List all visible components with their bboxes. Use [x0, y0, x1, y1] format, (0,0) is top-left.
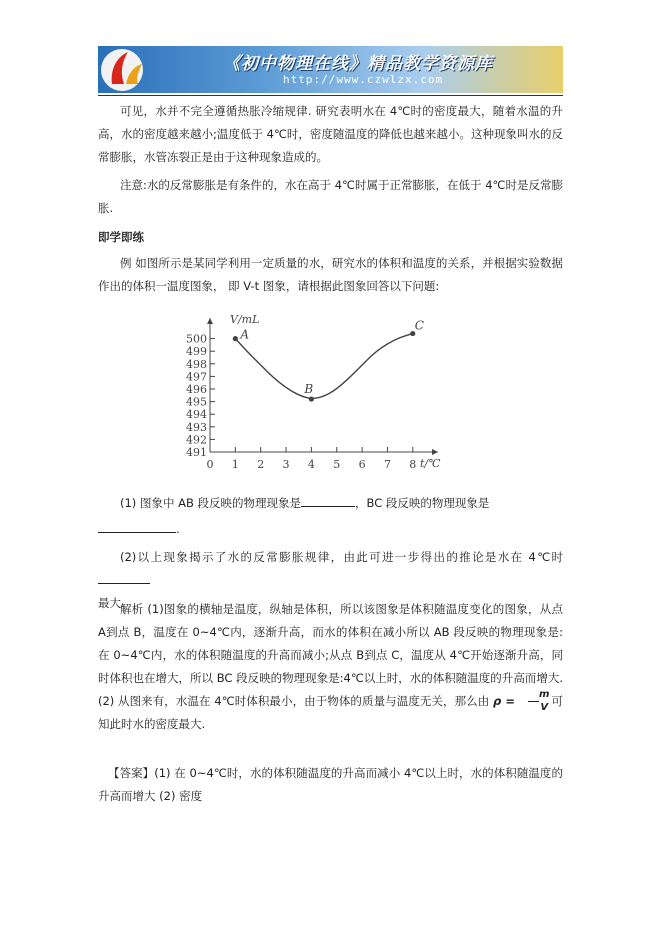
question-1-part-a: (1) 图象中 AB 段反映的物理现象是 [120, 496, 302, 510]
question-2-part-a: (2)以上现象揭示了水的反常膨胀规律，由此可进一步得出的推论是水在 4℃时 [120, 550, 563, 564]
question-1-continued [98, 518, 563, 541]
y-tick-label: 494 [186, 408, 207, 422]
y-axis-label: V/mL [230, 313, 260, 326]
y-tick-label: 500 [186, 332, 207, 346]
x-tick-label: 1 [231, 458, 239, 471]
banner-title: 《初中物理在线》精品教学资源库 [223, 54, 493, 74]
answer-blank-4c[interactable] [98, 571, 150, 584]
y-tick-label: 498 [186, 357, 207, 371]
volume-temperature-chart [186, 310, 456, 485]
header-banner [98, 46, 563, 93]
formula-denominator: V [540, 702, 549, 713]
series-line [235, 334, 412, 399]
analysis-text: 解析 (1)图象的横轴是温度，纵轴是体积，所以该图象是体积随温度变化的图象，从点 A到点 B，温度在 0~4℃内，逐渐升高，而水的体积在减小所以 AB 段反映的物理现象是:在 0~4℃内，水的体积随温度的升高而减小;从点 B到点 C，温度从 4℃开始逐渐升高，同时体积也在增大，所以 BC 段反映的物理现象是:4℃以上时，水的体积随温度的升高而增大. (2) 从图来有，水温在 4℃时体积最小，由于物体的质量与温度无关，那么由 [98, 602, 563, 708]
analysis-conclusion: 可知此时水的密度最大. [98, 694, 563, 731]
y-ticks [186, 333, 215, 459]
question-1-end: . [176, 522, 180, 536]
x-axis-arrow [432, 449, 438, 455]
question-1-part-b: ，BC 段反映的物理现象是 [355, 496, 490, 510]
y-tick-label: 497 [186, 370, 207, 384]
y-tick-label: 496 [186, 383, 207, 396]
x-tick-label: 0 [206, 458, 214, 471]
section-heading: 即学即练 [98, 230, 144, 244]
y-tick-label: 491 [186, 446, 207, 459]
y-tick-label: 493 [186, 420, 207, 434]
y-tick-label: 492 [186, 433, 207, 447]
y-tick-label: 495 [186, 395, 207, 409]
answer-paragraph: 【答案】(1) 在 0~4℃时，水的体积随温度的升高而减小 4℃以上时，水的体积随温度的升高而增大 (2) 密度 [98, 766, 563, 803]
question-2-part-b: 最大. [98, 596, 125, 610]
x-ticks [207, 447, 417, 471]
banner-url[interactable]: http://www.czwlzx.com [283, 73, 444, 86]
header-divider [98, 95, 563, 96]
formula-lhs: ρ = [493, 694, 515, 708]
logo-icon [98, 46, 168, 93]
paragraph-anomalous-expansion: 可见，水并不完全遵循热胀冷缩规律. 研究表明水在 4℃时的密度最大，随着水温的升高，水的密度越来越小;温度低于 4℃时，密度随温度的降低也越来越小。这种现象叫水的反常膨胀，水管冻裂正是由于这种现象造成的。 [98, 104, 563, 164]
x-tick-label: 7 [383, 458, 391, 471]
x-tick-label: 2 [257, 458, 265, 471]
paragraph-note: 注意:水的反常膨胀是有条件的，水在高于 4℃时属于正常膨胀，在低于 4℃时是反常膨胀. [98, 178, 563, 215]
point-label-b: B [304, 382, 314, 397]
formula-fraction [517, 690, 549, 713]
answer-blank-ab[interactable] [301, 494, 355, 507]
formula-numerator: m [539, 689, 550, 700]
point-label-c: C [414, 318, 424, 333]
x-tick-label: 6 [358, 458, 366, 471]
point-a [233, 336, 238, 341]
x-axis-label: t/℃ [420, 457, 441, 470]
point-b [309, 396, 314, 401]
x-tick-label: 8 [409, 458, 417, 471]
x-tick-label: 5 [333, 458, 341, 471]
example-question: 例 如图所示是某同学利用一定质量的水，研究水的体积和温度的关系，并根据实验数据作出的体积一温度图象， 即 V-t 图象，请根据此图象回答以下问题: [98, 256, 563, 293]
question-1 [98, 492, 563, 515]
x-tick-label: 3 [282, 458, 290, 471]
labeled-points [233, 319, 424, 402]
analysis [98, 598, 563, 736]
answer-blank-bc[interactable] [98, 520, 176, 533]
point-label-a: A [240, 327, 250, 342]
x-tick-label: 4 [307, 458, 315, 471]
y-axis-arrow [207, 318, 213, 324]
y-tick-label: 499 [186, 345, 207, 359]
